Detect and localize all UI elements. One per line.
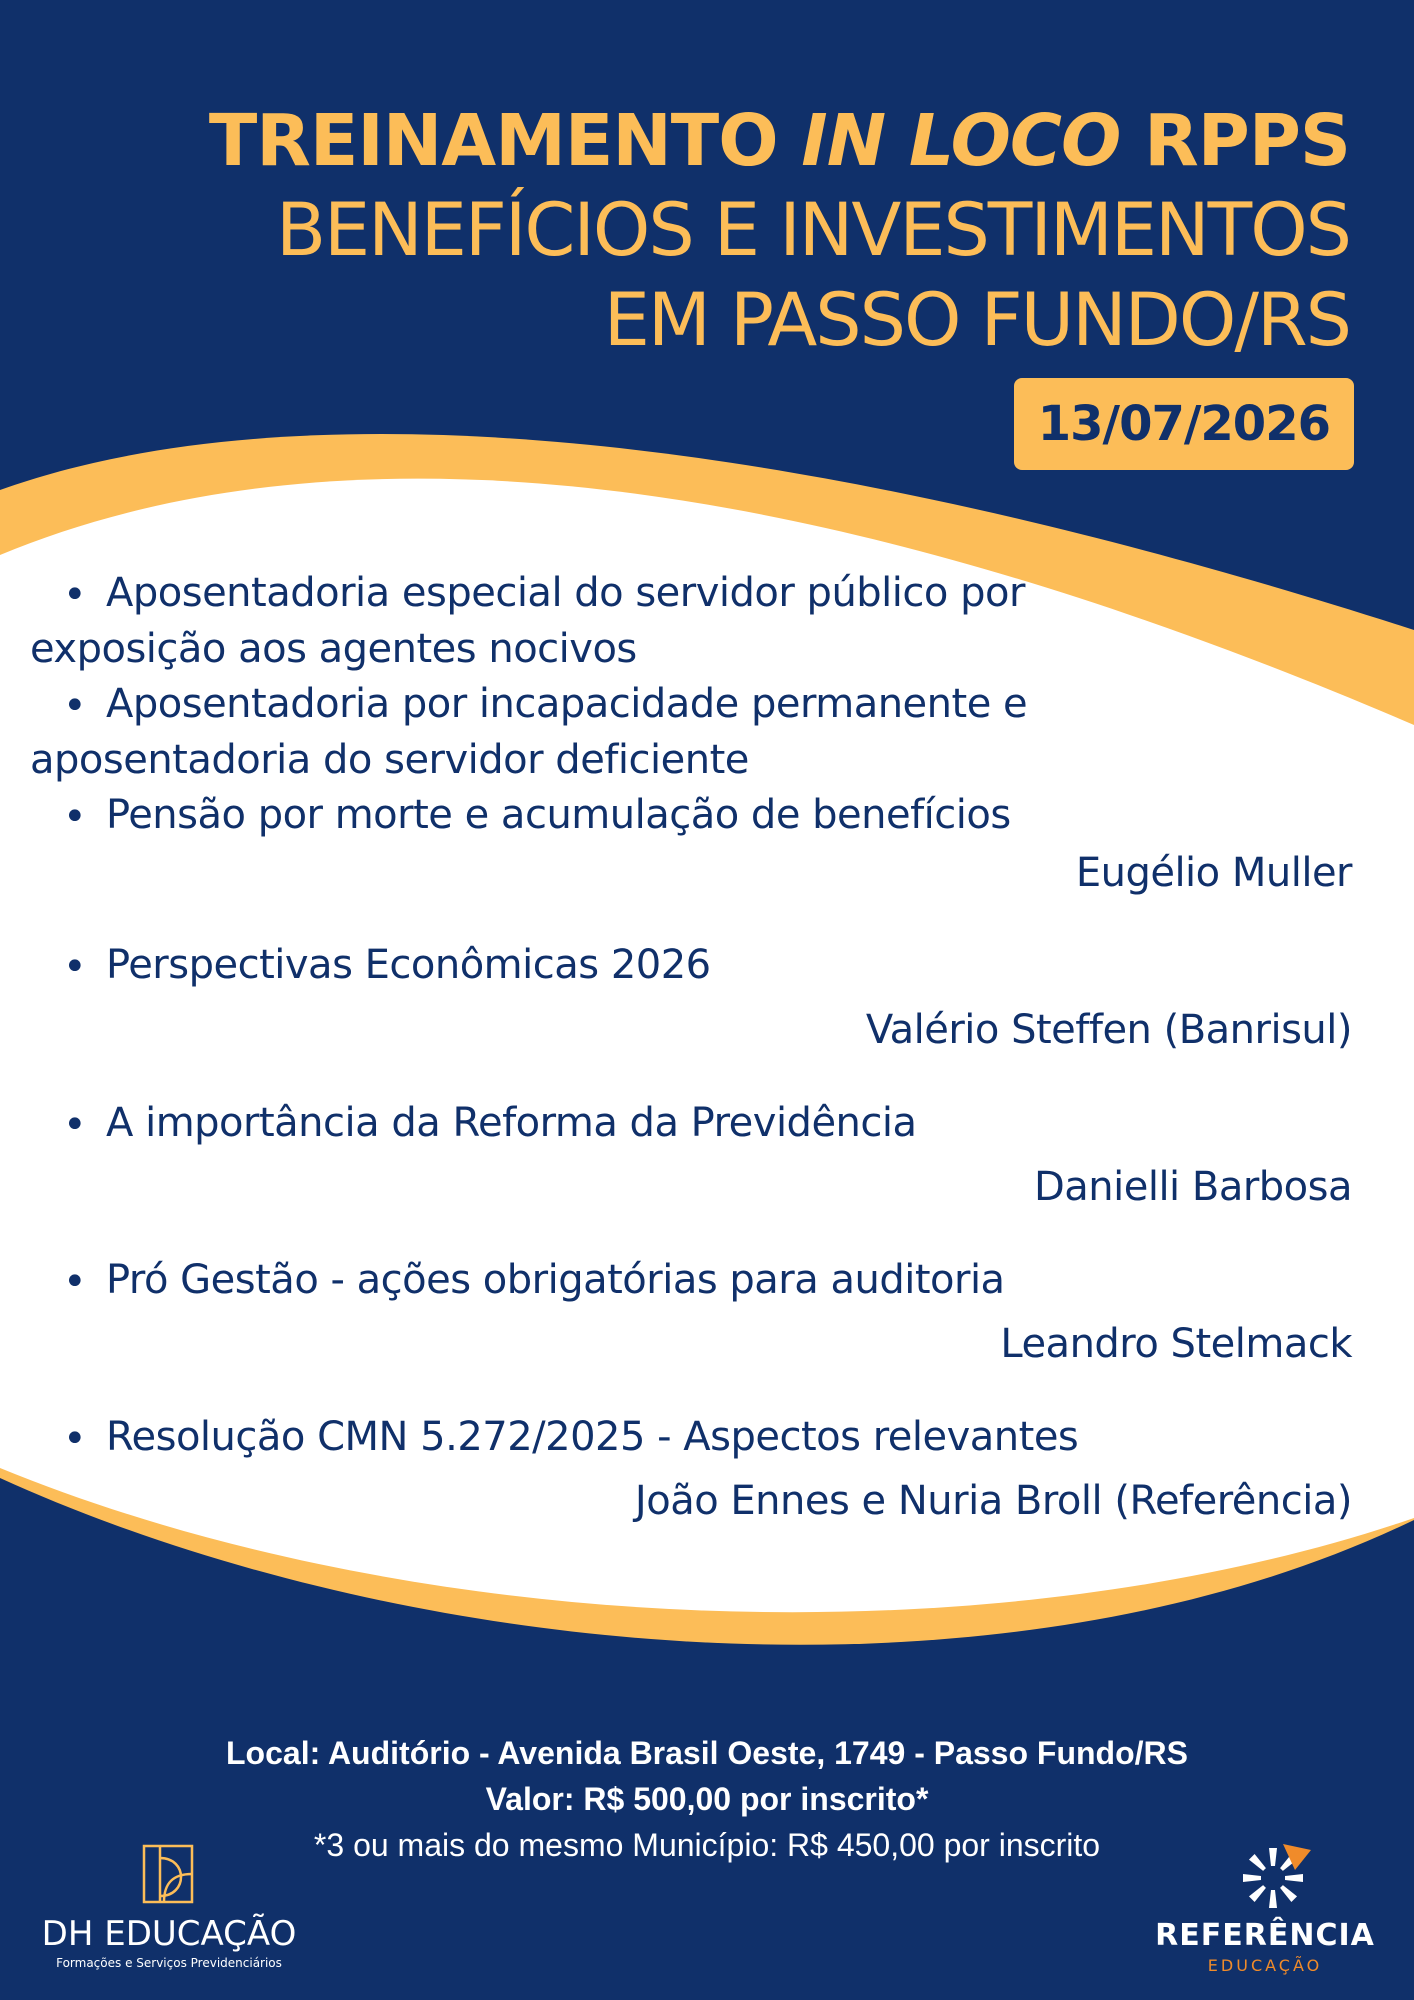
speaker-name: Leandro Stelmack <box>1000 1321 1352 1367</box>
bullet-icon: • <box>63 572 87 618</box>
referencia-logo-sub: EDUCAÇÃO <box>1207 1956 1323 1975</box>
referencia-starburst-icon <box>1235 1840 1315 1910</box>
list-item: • Pró Gestão - ações obrigatórias para auditoria <box>63 1257 1005 1305</box>
main-title: TREINAMENTO IN LOCO RPPS <box>208 99 1350 182</box>
list-item-continuation: aposentadoria do servidor deficiente <box>30 737 749 783</box>
dh-educacao-logo <box>34 1840 304 1970</box>
bullet-icon: • <box>63 1259 87 1305</box>
subtitle-line2: EM PASSO FUNDO/RS <box>603 278 1350 363</box>
group-discount-note: *3 ou mais do mesmo Município: R$ 450,00 por inscrito <box>313 1827 1101 1863</box>
referencia-educacao-logo <box>1140 1836 1390 1976</box>
bullet-icon: • <box>63 1416 87 1462</box>
event-location: Local: Auditório - Avenida Brasil Oeste, 1749 - Passo Fundo/RS <box>226 1735 1188 1771</box>
bullet-icon: • <box>63 1102 87 1148</box>
speaker-name: João Ennes e Nuria Broll (Referência) <box>634 1478 1352 1524</box>
event-price: Valor: R$ 500,00 por inscrito* <box>485 1781 929 1817</box>
speaker-name: Danielli Barbosa <box>1033 1164 1352 1210</box>
date-badge: 13/07/2026 <box>1014 378 1354 470</box>
dh-logo-name: DH EDUCAÇÃO <box>41 1914 297 1954</box>
header <box>50 96 1350 366</box>
list-item: • Aposentadoria por incapacidade permanente e <box>63 681 1028 729</box>
list-item: • Pensão por morte e acumulação de benefícios <box>63 792 1011 840</box>
speaker-name: Valério Steffen (Banrisul) <box>865 1007 1352 1053</box>
list-item: • A importância da Reforma da Previdência <box>63 1100 917 1148</box>
bullet-icon: • <box>63 683 87 729</box>
list-item: • Resolução CMN 5.272/2025 - Aspectos relevantes <box>63 1414 1079 1462</box>
bullet-icon: • <box>63 794 87 840</box>
list-item-continuation: exposição aos agentes nocivos <box>30 626 637 672</box>
bullet-icon: • <box>63 944 87 990</box>
list-item: • Perspectivas Econômicas 2026 <box>63 942 711 990</box>
list-item: • Aposentadoria especial do servidor público por <box>63 570 1025 618</box>
subtitle-line1: BENEFÍCIOS E INVESTIMENTOS <box>275 188 1350 273</box>
referencia-logo-name: REFERÊNCIA <box>1155 1918 1375 1953</box>
dh-monogram-icon <box>142 1844 196 1904</box>
dh-logo-tagline: Formações e Serviços Previdenciários <box>56 1956 282 1970</box>
speaker-name: Eugélio Muller <box>1075 850 1352 896</box>
